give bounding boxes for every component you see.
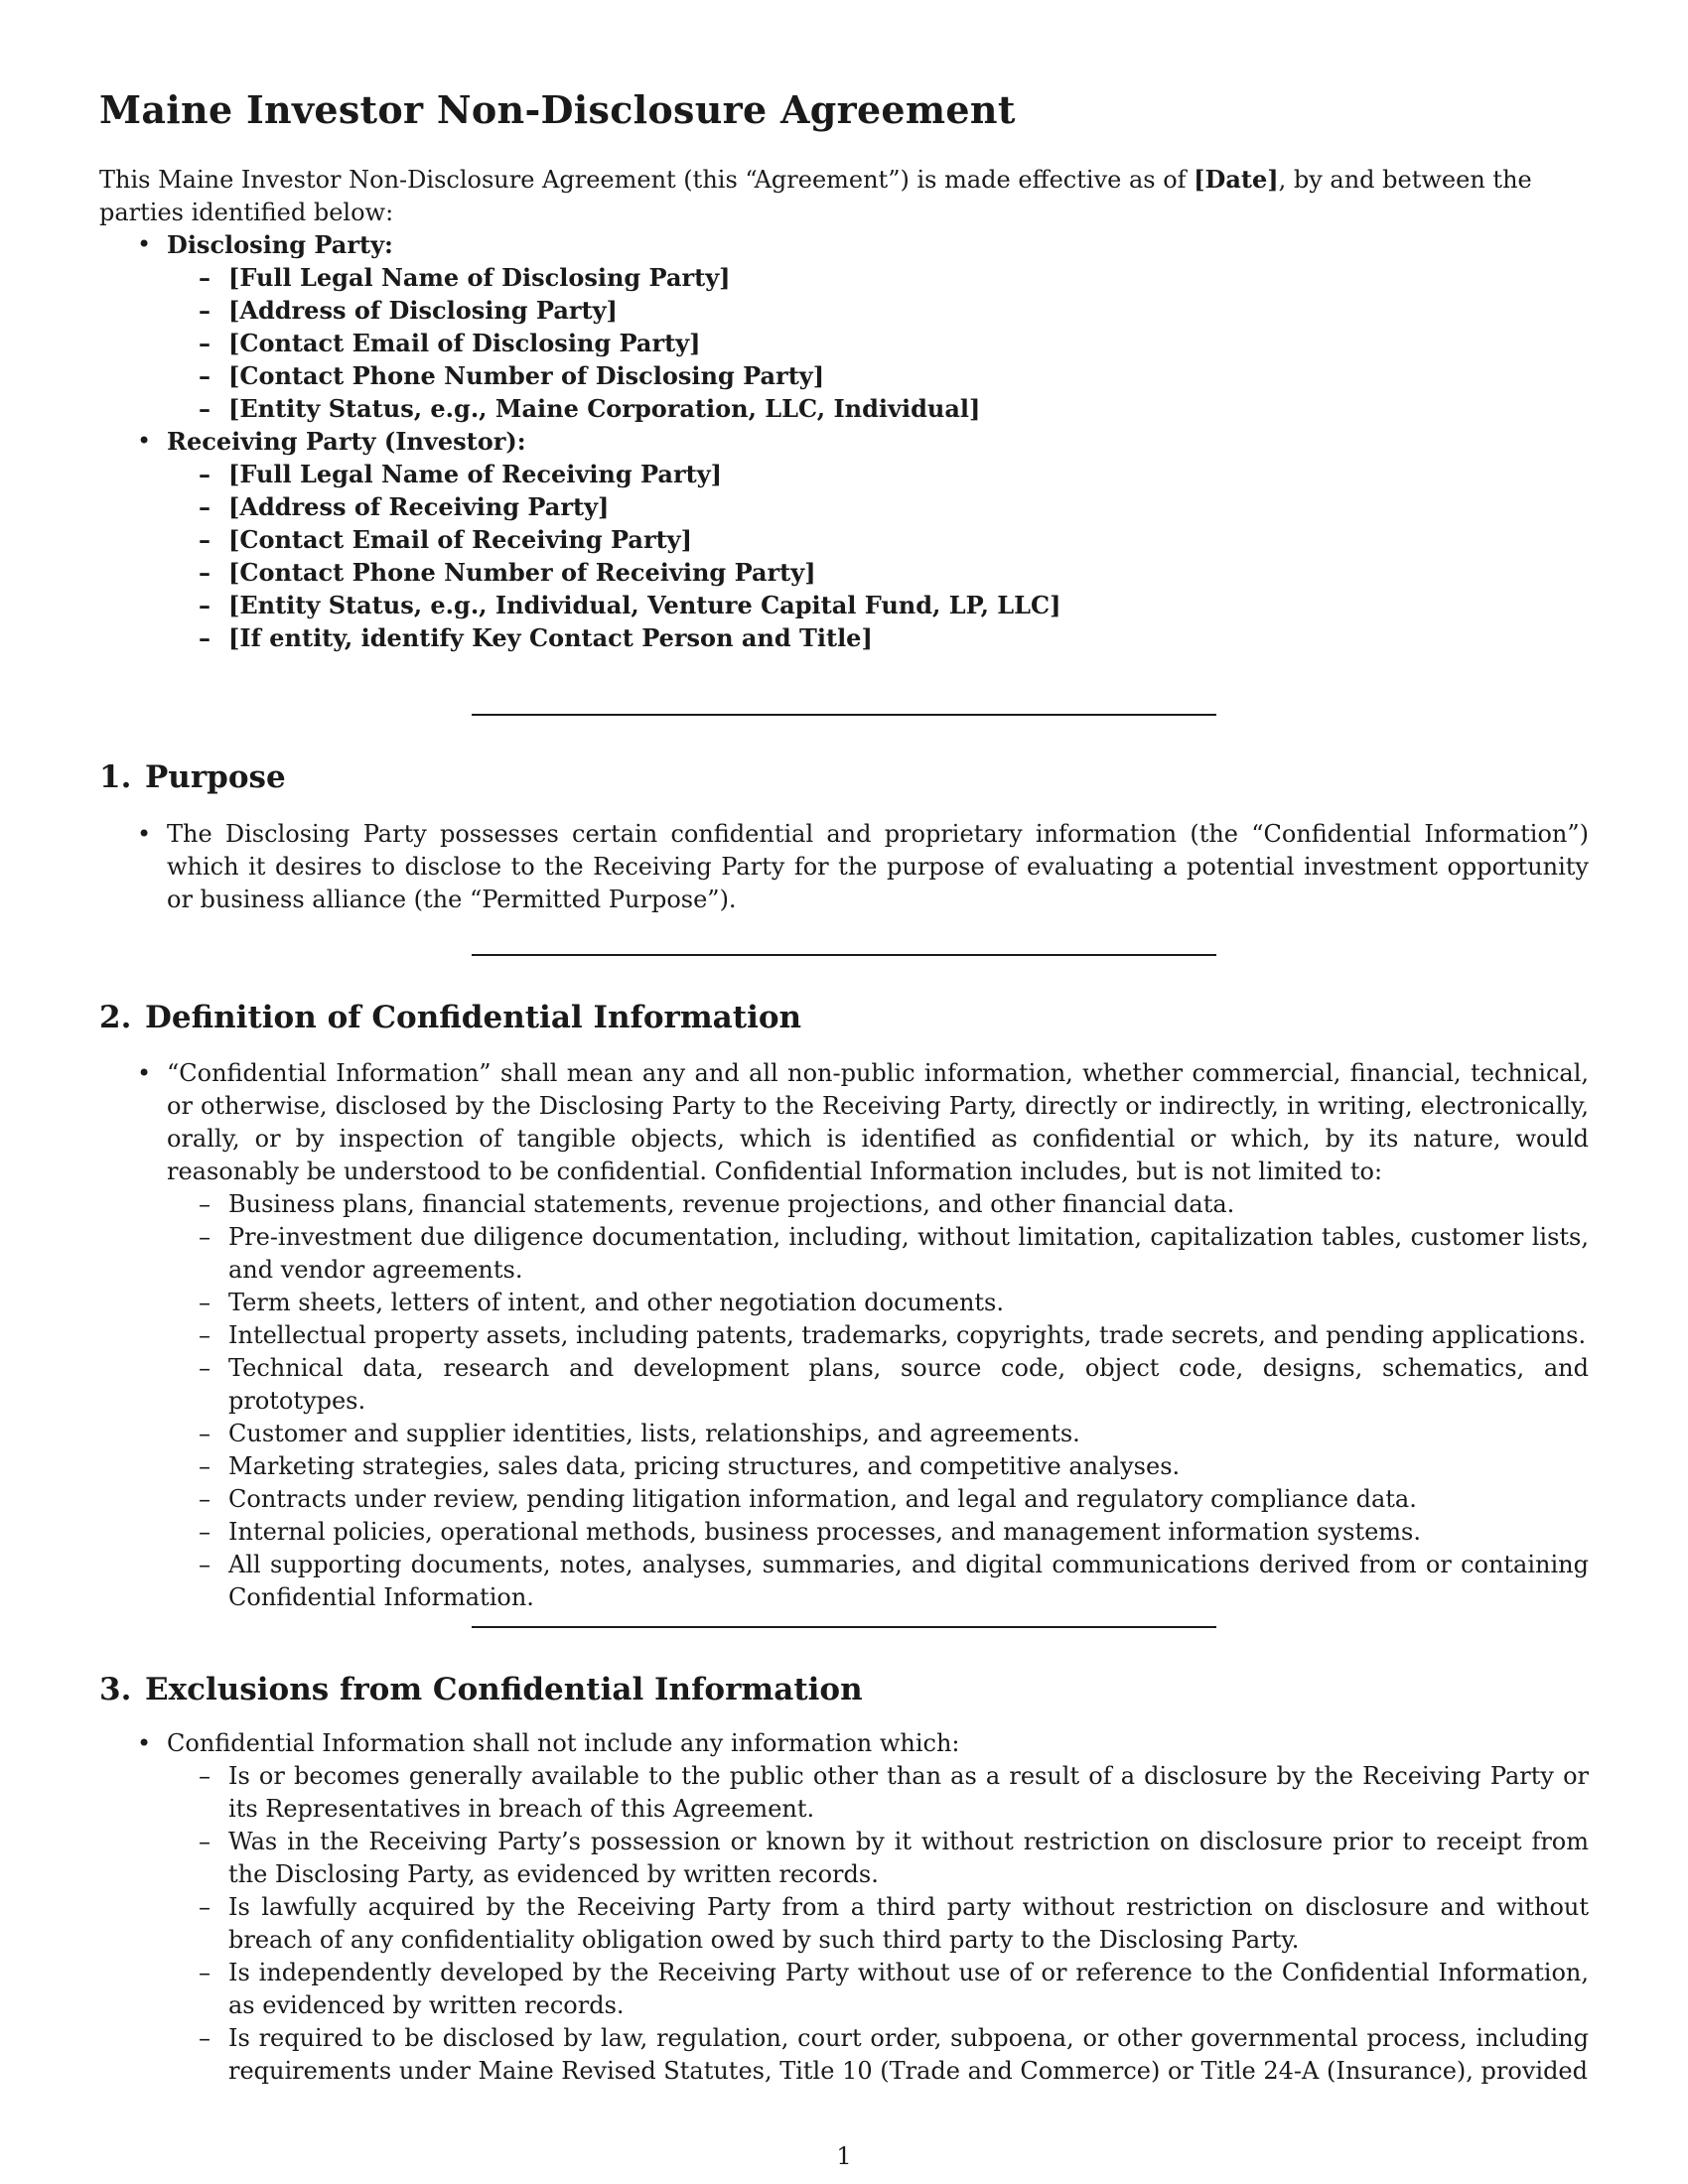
section-divider	[472, 954, 1216, 956]
list-item: – [Full Legal Name of Receiving Party]	[199, 460, 723, 488]
list-item: – Internal policies, operational methods, business processes, and management information systems.	[99, 1516, 1589, 1549]
dash-icon: –	[199, 1190, 211, 1218]
dash-icon: –	[199, 591, 211, 619]
party-label: Receiving Party (Investor):	[167, 427, 526, 456]
dash-icon: –	[199, 492, 211, 521]
bullet-icon: •	[137, 427, 152, 455]
document-page	[99, 0, 1589, 2184]
dash-icon: –	[199, 558, 211, 587]
document-title: Maine Investor Non-Disclosure Agreement	[99, 87, 1016, 132]
dash-icon: –	[199, 296, 211, 325]
party-label: Disclosing Party:	[167, 230, 393, 259]
list-item: – [Entity Status, e.g., Individual, Venture Capital Fund, LP, LLC]	[199, 591, 1061, 619]
list-item: – [Address of Disclosing Party]	[199, 296, 618, 325]
dash-icon: –	[199, 361, 211, 390]
dash-icon: –	[199, 1893, 211, 1921]
dash-icon: –	[199, 1452, 211, 1480]
dash-icon: –	[199, 1321, 211, 1349]
list-item: – [Entity Status, e.g., Maine Corporation, LLC, Individual]	[199, 394, 981, 423]
section-heading: 3. Exclusions from Confidential Information	[99, 1672, 863, 1707]
parties-list	[99, 228, 1589, 654]
dash-icon: –	[199, 2024, 211, 2052]
dash-icon: –	[199, 1485, 211, 1513]
list-item: – Marketing strategies, sales data, pricing structures, and competitive analyses.	[99, 1450, 1589, 1483]
page-number: 1	[836, 2142, 852, 2170]
party-receiving	[99, 425, 1589, 458]
dash-icon: –	[199, 263, 211, 292]
bullet-icon: •	[137, 820, 152, 848]
list-item: – Is independently developed by the Receiving Party without use of or reference to the Confidential Information, as evidenced by written records.	[199, 1959, 1589, 2019]
section-divider	[472, 1626, 1216, 1628]
dash-icon: –	[199, 1420, 211, 1447]
date-placeholder: [Date]	[1194, 165, 1279, 194]
intro-paragraph: This Maine Investor Non-Disclosure Agreement (this “Agreement”) is made effective as of [Date], by and between the parties identified below:	[99, 165, 1532, 226]
list-item: – Contracts under review, pending litigation information, and legal and regulatory compliance data.	[99, 1483, 1589, 1516]
section-1-body	[99, 818, 1589, 916]
dash-icon: –	[199, 394, 211, 423]
list-item: – Term sheets, letters of intent, and other negotiation documents.	[99, 1287, 1589, 1319]
party-disclosing	[99, 228, 1589, 261]
list-item: – [Contact Phone Number of Disclosing Party]	[199, 361, 825, 390]
list-item: – [If entity, identify Key Contact Person and Title]	[199, 623, 873, 652]
list-item: – [Contact Email of Disclosing Party]	[199, 329, 701, 357]
list-item: – [Full Legal Name of Disclosing Party]	[199, 263, 731, 292]
list-item: – Is or becomes generally available to the public other than as a result of a disclosure by the Receiving Party or its Representatives in breach of this Agreement.	[199, 1762, 1589, 1823]
section-heading: 1. Purpose	[99, 759, 286, 795]
list-item: – Was in the Receiving Party’s possession or known by it without restriction on disclosure prior to receipt from the Disclosing Party, as evidenced by written records.	[199, 1828, 1589, 1888]
dash-icon: –	[199, 1518, 211, 1546]
list-item: • The Disclosing Party possesses certain confidential and proprietary information (the “Confidential Information”) which it desires to disclose to the Receiving Party for the purpose of evaluating a potential investment opportunity or business alliance (the “Permitted Purpose”).	[137, 820, 1589, 913]
dash-icon: –	[199, 1223, 211, 1251]
list-item: – Is lawfully acquired by the Receiving Party from a third party without restriction on disclosure and without breach of any confidentiality obligation owed by such third party to the Disclosing Party.	[199, 1893, 1589, 1954]
dash-icon: –	[199, 460, 211, 488]
dash-icon: –	[199, 1354, 211, 1382]
dash-icon: –	[199, 1289, 211, 1316]
list-item: • “Confidential Information” shall mean any and all non-public information, whether commercial, financial, technical, or otherwise, disclosed by the Disclosing Party to the Receiving Party, directly or indirectly, in writing, electronically, orally, or by inspection of tangible objects, which is identified as confidential or which, by its nature, would reasonably be understood to be confidential. Confidential Information includes, but is not limited to:	[137, 1059, 1589, 1185]
list-item: – Customer and supplier identities, lists, relationships, and agreements.	[99, 1418, 1589, 1450]
dash-icon: –	[199, 1828, 211, 1855]
section-heading: 2. Definition of Confidential Information	[99, 1000, 802, 1035]
list-item: – Business plans, financial statements, revenue projections, and other financial data.	[99, 1188, 1589, 1221]
dash-icon: –	[199, 1959, 211, 1986]
dash-icon: –	[199, 1762, 211, 1790]
list-item: – Technical data, research and development plans, source code, object code, designs, schematics, and prototypes.	[199, 1354, 1589, 1415]
list-item: – [Contact Phone Number of Receiving Party]	[199, 558, 816, 587]
list-item: – Pre-investment due diligence documentation, including, without limitation, capitalization tables, customer lists, and vendor agreements.	[199, 1223, 1589, 1284]
section-3-body	[99, 1727, 1589, 2088]
dash-icon: –	[199, 1551, 211, 1578]
section-divider	[472, 714, 1216, 716]
list-item: • Confidential Information shall not include any information which:	[99, 1727, 1589, 1760]
list-item: – All supporting documents, notes, analyses, summaries, and digital communications derived from or containing Confidential Information.	[199, 1551, 1589, 1611]
dash-icon: –	[199, 329, 211, 357]
list-item: – [Address of Receiving Party]	[199, 492, 610, 521]
section-2-body	[99, 1057, 1589, 1614]
bullet-icon: •	[137, 1729, 152, 1757]
dash-icon: –	[199, 525, 211, 554]
list-item: – [Contact Email of Receiving Party]	[199, 525, 692, 554]
list-item: – Intellectual property assets, including patents, trademarks, copyrights, trade secrets, and pending applications.	[99, 1319, 1589, 1352]
bullet-icon: •	[137, 1059, 152, 1087]
dash-icon: –	[199, 623, 211, 652]
list-item: – Is required to be disclosed by law, regulation, court order, subpoena, or other governmental process, including requirements under Maine Revised Statutes, Title 10 (Trade and Commerce) or Title 24-A (Insurance), provided	[199, 2024, 1589, 2085]
bullet-icon: •	[137, 230, 152, 258]
